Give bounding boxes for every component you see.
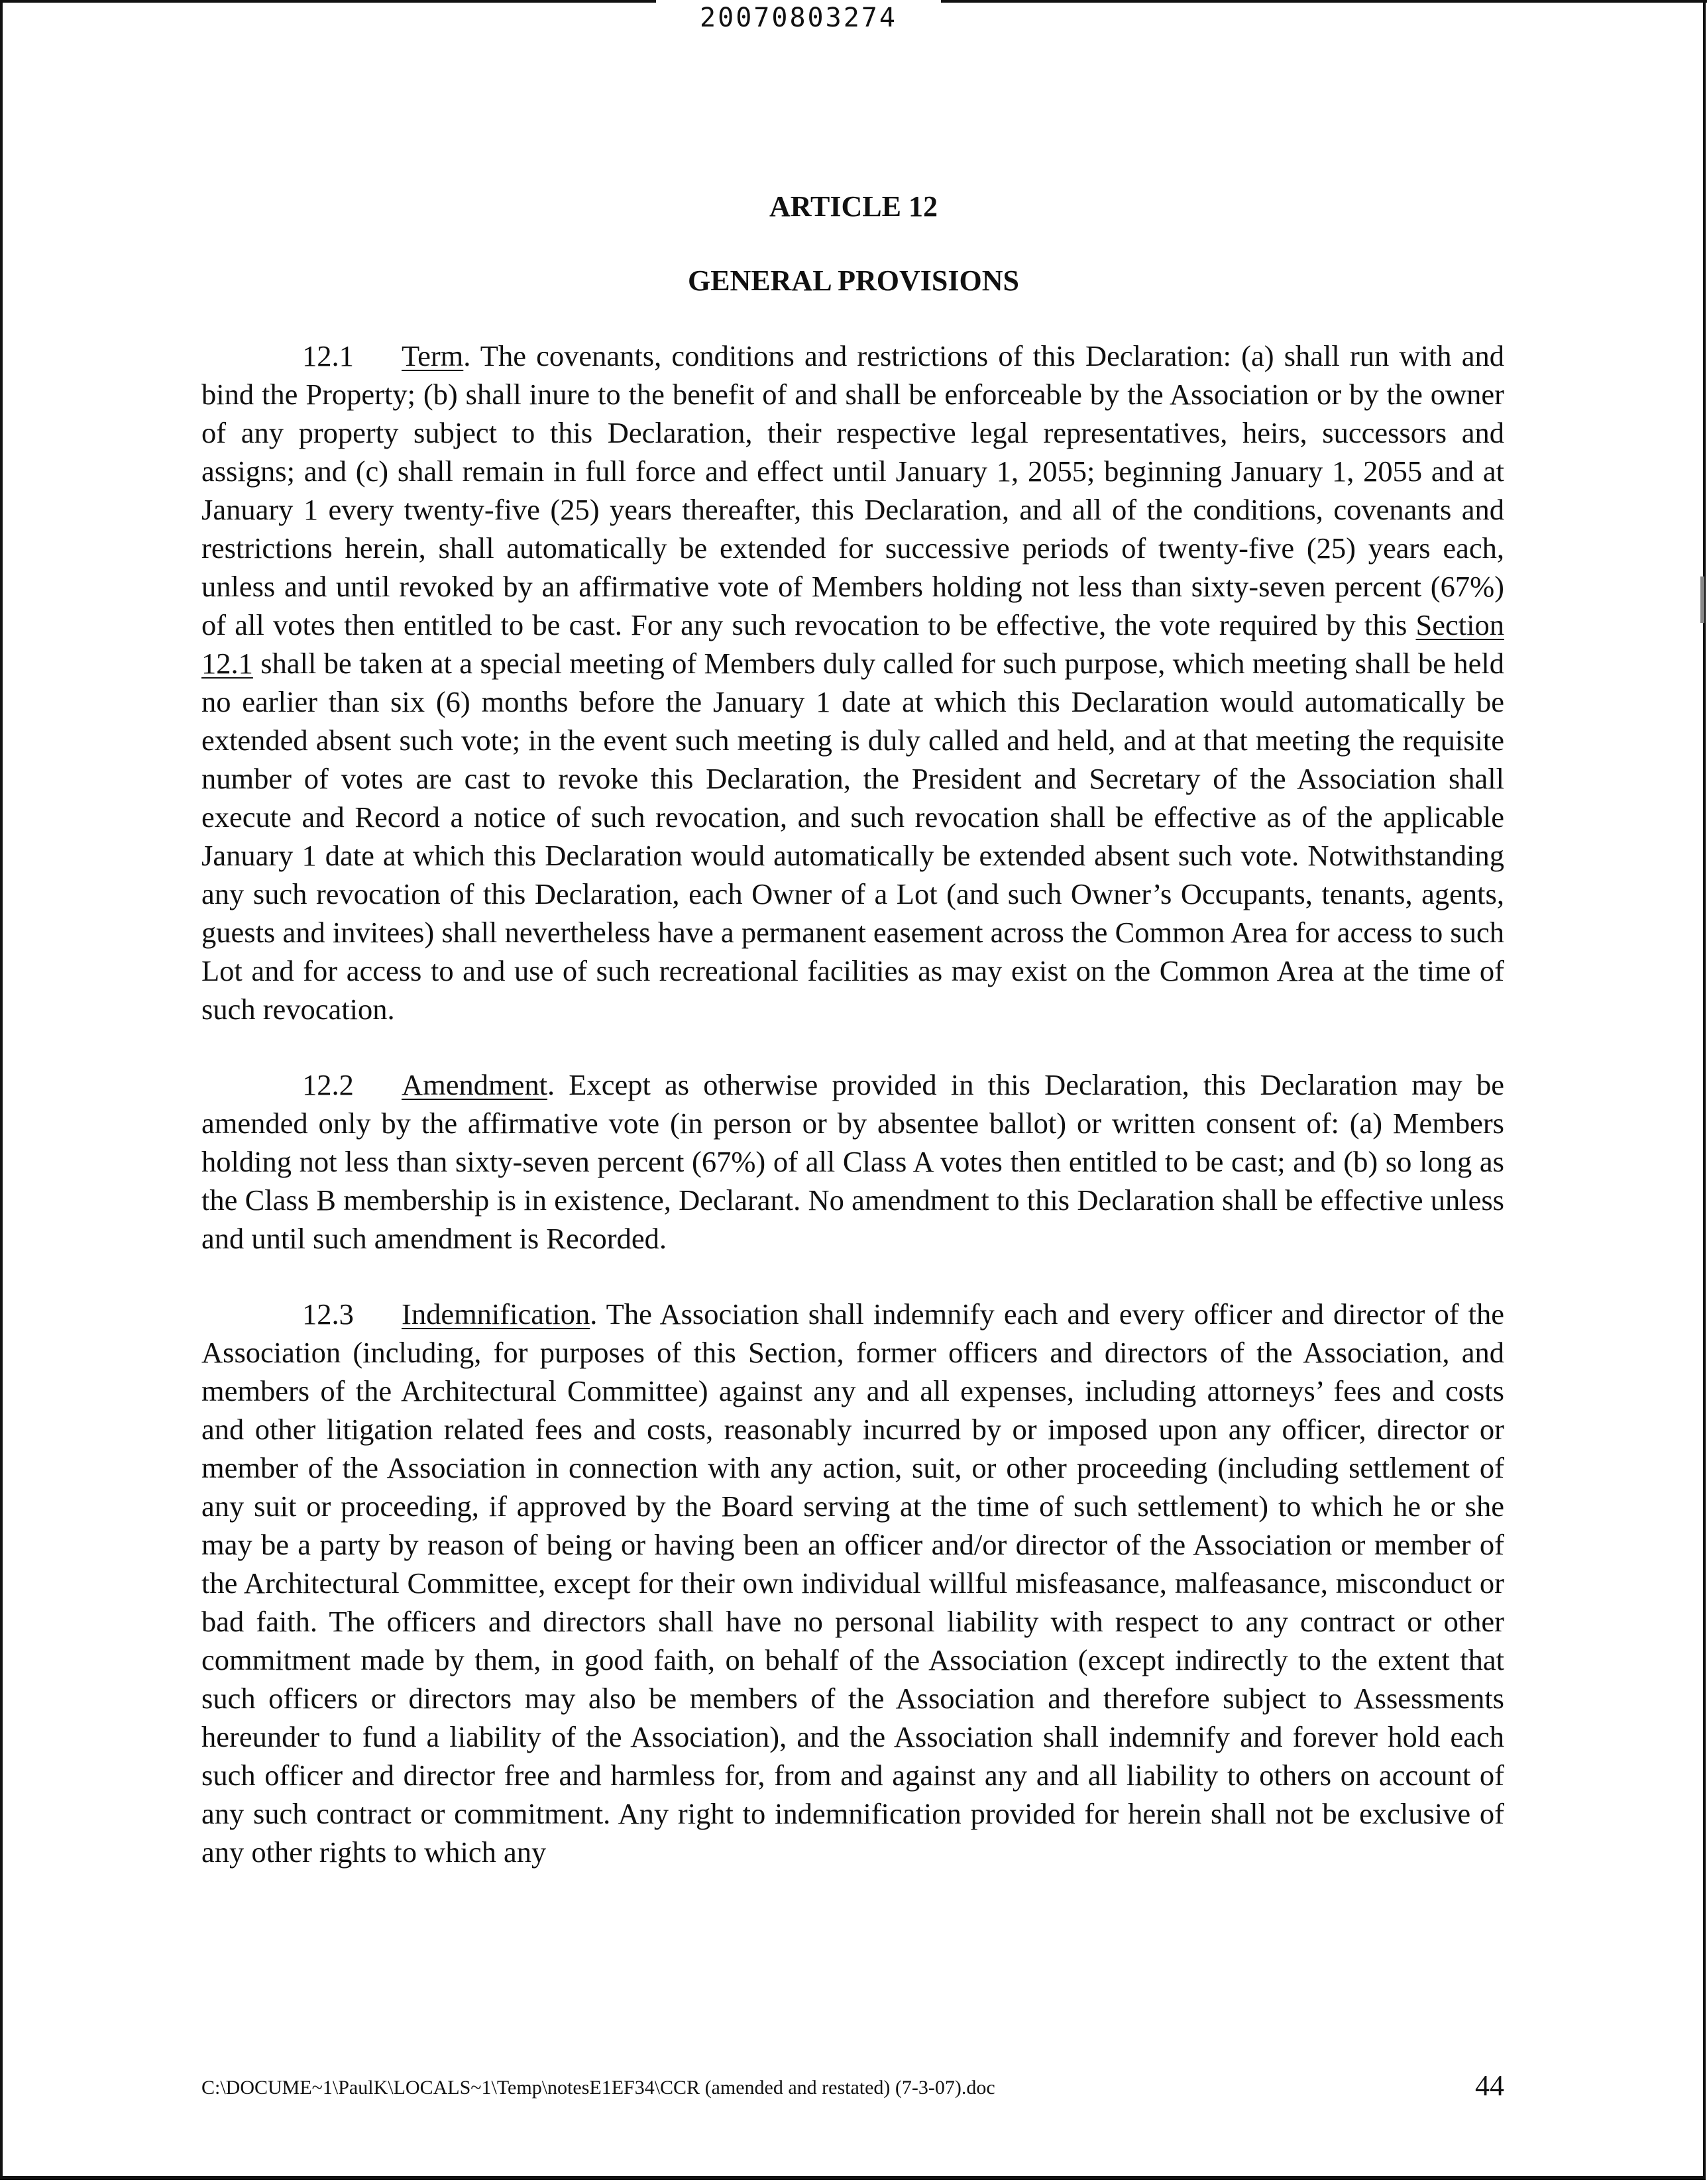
section-text: . The covenants, conditions and restrictions of this Declaration: (a) shall run with and bind the Property; (b) shall inure to the benefit of and shall be enforceable by the Association or by the owner of any property subject to this Declaration, their respective legal representatives, heirs, successors and assigns; and (c) shall remain in full force and effect until January 1, 2055; beginning January 1, 2055 and at January 1 every twenty-five (25) years thereafter, this Declaration, and all of the conditions, covenants and restrictions herein, shall automatically be extended for successive periods of twenty-five (25) years each, unless and until revoked by an affirmative vote of Members holding not less than sixty-seven percent (67%) of all votes then entitled to be cast. For any such revocation to be effective, the vote required by this [201,339,1504,641]
section-number: 12.2 [302,1068,354,1101]
article-heading: ARTICLE 12 [769,190,938,223]
section-title: Indemnification [402,1297,590,1331]
scan-margin-mark [1700,576,1704,623]
article-title: GENERAL PROVISIONS [687,264,1019,297]
page-number: 44 [1475,2069,1504,2102]
section-cross-reference: Section 12.1 [201,608,1504,680]
section-title: Amendment [402,1068,547,1101]
section-number: 12.3 [302,1297,354,1331]
footer-file-path: C:\DOCUME~1\PaulK\LOCALS~1\Temp\notesE1EF34\CCR (amended and restated) (7-3-07).doc [201,2077,995,2099]
section-title: Term [402,339,464,372]
section-number: 12.1 [302,339,354,372]
document-number: 20070803274 [700,3,897,33]
top-border-left [0,0,656,3]
section-12-1 [201,337,1504,1028]
section-text: . The Association shall indemnify each and every officer and director of the Association (including, for purposes of this Section, former officers and directors of the Association, and members of the Architectural Committee) against any and all expenses, including attorneys’ fees and costs and other litigation related fees and costs, reasonably incurred by or imposed upon any officer, director or member of the Association in connection with any action, suit, or other proceeding (including settlement of any suit or proceeding, if approved by the Board serving at the time of such settlement) to which he or she may be a party by reason of being or having been an officer and/or director of the Association or member of the Architectural Committee, except for their own individual willful misfeasance, malfeasance, misconduct or bad faith. The officers and directors shall have no personal liability with respect to any contract or other commitment made by them, in good faith, on behalf of the Association (except indirectly to the extent that such officers or directors may also be members of the Association and therefore subject to Assessments hereunder to fund a liability of the Association), and the Association shall indemnify and forever hold each such officer and director free and harmless for, from and against any and all liability to others on account of any such contract or commitment. Any right to indemnification provided for herein shall not be exclusive of any other rights to which any [201,1297,1504,1869]
section-12-2 [201,1065,1504,1258]
document-body [201,337,1504,1908]
section-text-continued: shall be taken at a special meeting of Members duly called for such purpose, which meeting shall be held no earlier than six (6) months before the January 1 date at which this Declaration would automatically be extended absent such vote; in the event such meeting is duly called and held, and at that meeting the requisite number of votes are cast to revoke this Declaration, the President and Secretary of the Association shall execute and Record a notice of such revocation, and such revocation shall be effective as of the applicable January 1 date at which this Declaration would automatically be extended absent such vote. Notwithstanding any such revocation of this Declaration, each Owner of a Lot (and such Owner’s Occupants, tenants, agents, guests and invitees) shall nevertheless have a permanent easement across the Common Area for access to such Lot and for access to and use of such recreational facilities as may exist on the Common Area at the time of such revocation. [201,647,1504,1026]
top-border-right [941,0,1707,3]
section-text: . Except as otherwise provided in this Declaration, this Declaration may be amended only by the affirmative vote (in person or by absentee ballot) or written consent of: (a) Members holding not less than sixty-seven percent (67%) of all Class A votes then entitled to be cast; and (b) so long as the Class B membership is in existence, Declarant. No amendment to this Declaration shall be effective unless and until such amendment is Recorded. [201,1068,1504,1255]
section-12-3 [201,1295,1504,1871]
